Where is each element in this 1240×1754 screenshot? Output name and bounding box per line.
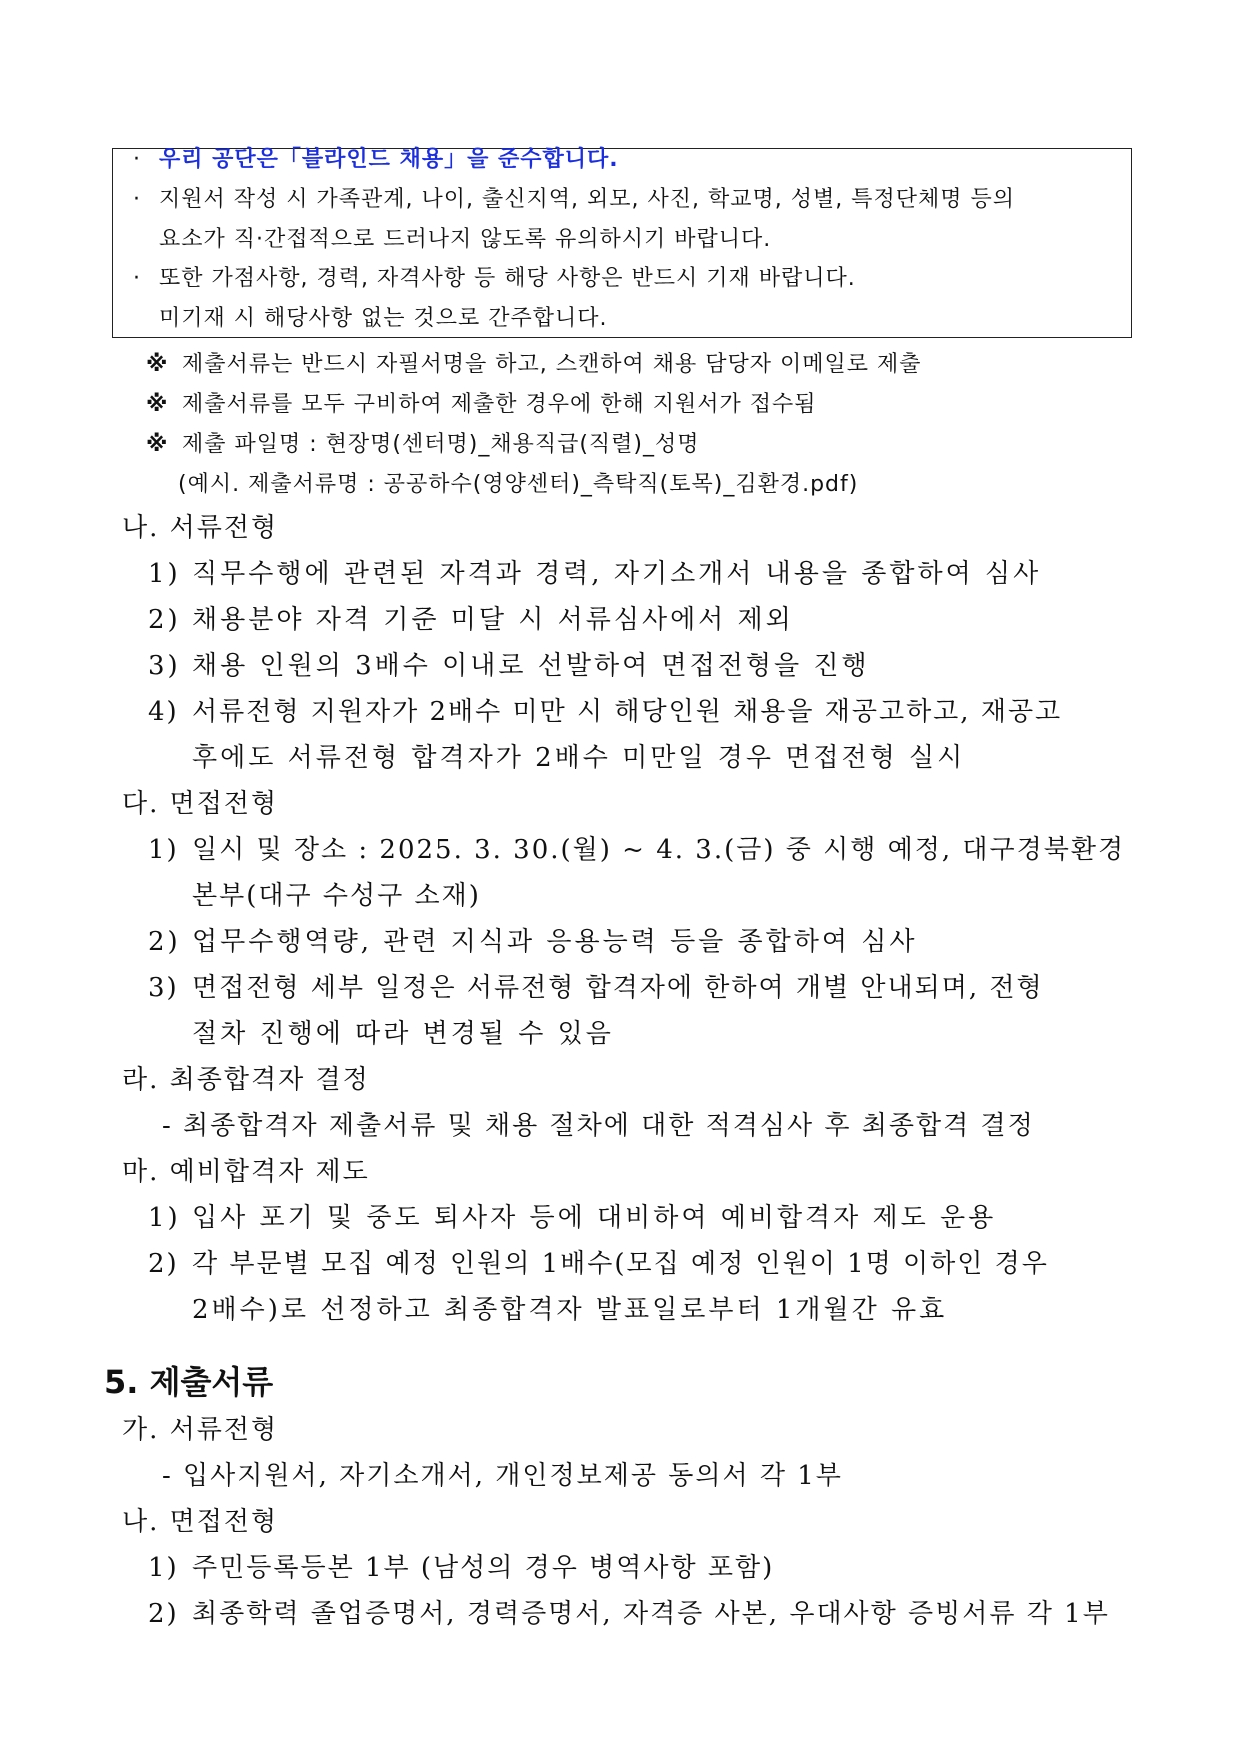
reference-mark: ※ xyxy=(146,432,169,457)
notice-line-2 xyxy=(133,185,1015,215)
doc-review-title: 나. 서류전형 xyxy=(122,513,279,543)
submit-interview-title: 나. 면접전형 xyxy=(122,1507,279,1537)
bullet: · xyxy=(133,147,141,172)
notice-text: 지원서 작성 시 가족관계, 나이, 출신지역, 외모, 사진, 학교명, 성별, 특정단체명 등의 xyxy=(159,187,1015,212)
item-text: 일시 및 장소 : 2025. 3. 30.(월) ~ 4. 3.(금) 중 시행 예정, 대구경북환경 xyxy=(192,835,1126,865)
note-text: 제출서류를 모두 구비하여 제출한 경우에 한해 지원서가 접수됨 xyxy=(182,392,817,417)
submit-interview-item-1 xyxy=(148,1550,774,1586)
interview-item-1 xyxy=(148,832,1125,868)
item-text: 서류전형 지원자가 2배수 미만 시 해당인원 채용을 재공고하고, 재공고 xyxy=(192,697,1063,727)
notice-line-3: 요소가 직·간접적으로 드러나지 않도록 유의하시기 바랍니다. xyxy=(159,227,772,252)
note-example: (예시. 제출서류명 : 공공하수(영양센터)_측탁직(토목)_김환경.pdf) xyxy=(178,472,859,497)
item-number: 1) xyxy=(148,835,179,865)
item-text: 채용 인원의 3배수 이내로 선발하여 면접전형을 진행 xyxy=(192,651,870,681)
notice-line-1 xyxy=(133,145,619,175)
item-text: 직무수행에 관련된 자격과 경력, 자기소개서 내용을 종합하여 심사 xyxy=(192,559,1042,589)
doc-review-item-4-cont: 후에도 서류전형 합격자가 2배수 미만일 경우 면접전형 실시 xyxy=(192,743,966,773)
item-text: 주민등록등본 1부 (남성의 경우 병역사항 포함) xyxy=(192,1553,775,1583)
item-text: 업무수행역량, 관련 지식과 응용능력 등을 종합하여 심사 xyxy=(192,927,918,957)
final-title: 라. 최종합격자 결정 xyxy=(122,1065,370,1095)
item-text: 최종학력 졸업증명서, 경력증명서, 자격증 사본, 우대사항 증빙서류 각 1부 xyxy=(192,1599,1110,1629)
interview-item-1-cont: 본부(대구 수성구 소재) xyxy=(192,881,481,911)
bullet: · xyxy=(133,187,141,212)
item-text: 면접전형 세부 일정은 서류전형 합격자에 한하여 개별 안내되며, 전형 xyxy=(192,973,1044,1003)
notice-text: 또한 가점사항, 경력, 자격사항 등 해당 사항은 반드시 기재 바랍니다. xyxy=(159,266,856,291)
item-number: 2) xyxy=(148,1599,179,1629)
note-text: 제출서류는 반드시 자필서명을 하고, 스캔하여 채용 담당자 이메일로 제출 xyxy=(182,352,922,377)
note-1 xyxy=(146,350,922,380)
reserve-title: 마. 예비합격자 제도 xyxy=(122,1157,370,1187)
item-text: 채용분야 자격 기준 미달 시 서류심사에서 제외 xyxy=(192,605,794,635)
interview-item-2 xyxy=(148,924,918,960)
reserve-item-2 xyxy=(148,1246,1049,1282)
reserve-item-2-cont: 2배수)로 선정하고 최종합격자 발표일로부터 1개월간 유효 xyxy=(192,1295,948,1325)
reference-mark: ※ xyxy=(146,392,169,417)
section-5-heading: 5. 제출서류 xyxy=(104,1363,274,1401)
doc-review-item-2 xyxy=(148,602,794,638)
note-text: 제출 파일명 : 현장명(센터명)_채용직급(직렬)_성명 xyxy=(182,432,700,457)
notice-highlight-text: 우리 공단은「블라인드 채용」을 준수합니다. xyxy=(159,147,619,172)
item-number: 2) xyxy=(148,927,181,957)
doc-review-item-1 xyxy=(148,556,1041,592)
item-number: 2) xyxy=(148,605,181,635)
notice-line-4 xyxy=(133,264,856,294)
item-text: 각 부문별 모집 예정 인원의 1배수(모집 예정 인원이 1명 이하인 경우 xyxy=(192,1249,1049,1279)
item-number: 1) xyxy=(148,1553,179,1583)
interview-item-3-cont: 절차 진행에 따라 변경될 수 있음 xyxy=(192,1019,614,1049)
item-number: 1) xyxy=(148,1203,181,1233)
item-number: 4) xyxy=(148,697,179,727)
bullet: · xyxy=(133,266,141,291)
doc-review-item-3 xyxy=(148,648,870,684)
item-number: 2) xyxy=(148,1249,179,1279)
reference-mark: ※ xyxy=(146,352,169,377)
submit-doc-line: - 입사지원서, 자기소개서, 개인정보제공 동의서 각 1부 xyxy=(162,1461,843,1491)
submit-doc-title: 가. 서류전형 xyxy=(122,1415,279,1445)
notice-line-5: 미기재 시 해당사항 없는 것으로 간주합니다. xyxy=(159,306,608,331)
item-number: 3) xyxy=(148,973,179,1003)
item-number: 1) xyxy=(148,559,181,589)
submit-interview-item-2 xyxy=(148,1596,1110,1632)
doc-review-item-4 xyxy=(148,694,1062,730)
note-2 xyxy=(146,390,817,420)
interview-title: 다. 면접전형 xyxy=(122,789,279,819)
item-number: 3) xyxy=(148,651,181,681)
reserve-item-1 xyxy=(148,1200,996,1236)
note-3 xyxy=(146,430,700,460)
interview-item-3 xyxy=(148,970,1044,1006)
final-line: - 최종합격자 제출서류 및 채용 절차에 대한 적격심사 후 최종합격 결정 xyxy=(162,1111,1035,1141)
item-text: 입사 포기 및 중도 퇴사자 등에 대비하여 예비합격자 제도 운용 xyxy=(192,1203,997,1233)
